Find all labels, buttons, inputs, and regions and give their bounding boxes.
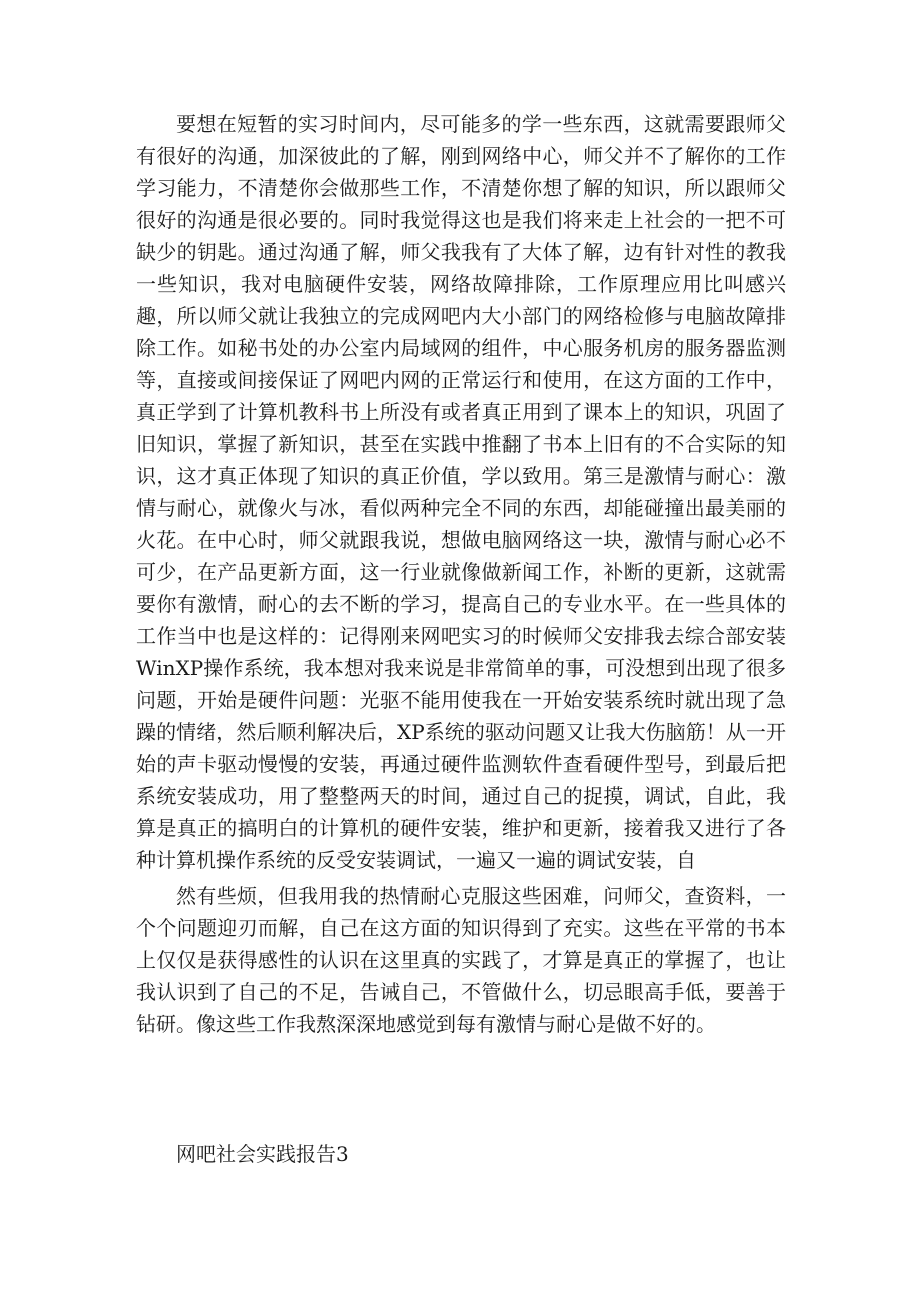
body-paragraph: 要想在短暂的实习时间内，尽可能多的学一些东西，这就需要跟师父有很好的沟通，加深彼此的了解，刚到网络中心，师父并不了解你的工作学习能力，不清楚你会做那些工作，不清楚你想了解的知识，所以跟师父很好的沟通是很必要的。同时我觉得这也是我们将来走上社会的一把不可缺少的钥匙。通过沟通了解，师父我我有了大体了解，边有针对性的教我一些知识，我对电脑硬件安装，网络故障排除，工作原理应用比叫感兴趣，所以师父就让我独立的完成网吧内大小部门的网络检修与电脑故障排除工作。如秘书处的办公室内局域网的组件，中心服务机房的服务器监测等，直接或间接保证了网吧内网的正常运行和使用，在这方面的工作中，真正学到了计算机教科书上所没有或者真正用到了课本上的知识，巩固了旧知识，掌握了新知识，甚至在实践中推翻了书本上旧有的不合实际的知识，这才真正体现了知识的真正价值，学以致用。第三是激情与耐心：激情与耐心，就像火与冰，看似两种完全不同的东西，却能碰撞出最美丽的火花。在中心时，师父就跟我说，想做电脑网络这一块，激情与耐心必不可少，在产品更新方面，这一行业就像做新闻工作，补断的更新，这就需要你有激情，耐心的去不断的学习，提高自己的专业水平。在一些具体的工作当中也是这样的：记得刚来网吧实习的时候师父安排我去综合部安装WinXP操作系统，我本想对我来说是非常简单的事，可没想到出现了很多问题，开始是硬件问题：光驱不能用使我在一开始安装系统时就出现了急躁的情绪，然后顺利解决后，XP系统的驱动问题又让我大伤脑筋！从一开始的声卡驱动慢慢的安装，再通过硬件监测软件查看硬件型号，到最后把系统安装成功，用了整整两天的时间，通过自己的捉摸，调试，自此，我算是真正的搞明白的计算机的硬件安装，维护和更新，接着我又进行了各种计算机操作系统的反受安装调试，一遍又一遍的调试安装，自 [136, 112, 786, 872]
section-title: 网吧社会实践报告3 [176, 1142, 349, 1166]
document-body [136, 108, 786, 1040]
body-paragraph: 然有些烦，但我用我的热情耐心克服这些困难，问师父，查资料，一个个问题迎刃而解，自己在这方面的知识得到了充实。这些在平常的书本上仅仅是获得感性的认识在这里真的实践了，才算是真正的掌握了，也让我认识到了自己的不足，告诫自己，不管做什么，切忌眼高手低，要善于钻研。像这些工作我熬深深地感觉到每有激情与耐心是做不好的。 [136, 884, 786, 1036]
